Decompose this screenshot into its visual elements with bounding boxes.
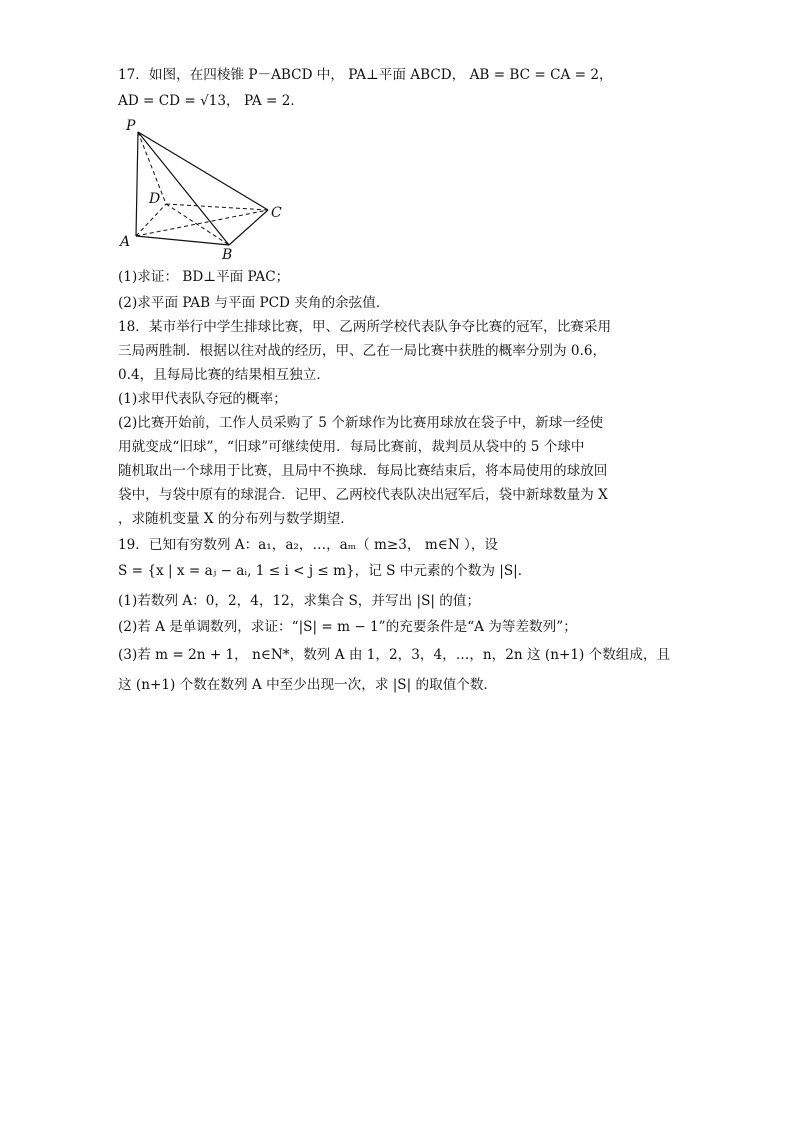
q18-part-2-line-5: ，求随机变量 X 的分布列与数学期望． [118, 511, 354, 527]
edge-AB [136, 236, 229, 245]
edge-PA [136, 132, 138, 236]
q18-line-3: 0.4，且每局比赛的结果相互独立． [118, 367, 330, 383]
label-P: P [126, 118, 136, 134]
q19-part-2: (2)若 A 是单调数列，求证：“|S| = m − 1”的充要条件是“A 为等差数列”； [118, 619, 577, 635]
q17-part-2: (2)求平面 PAB 与平面 PCD 夹角的余弦值． [118, 295, 390, 311]
edge-BC [229, 210, 268, 245]
edge-DB [166, 204, 229, 245]
q19-part-1: (1)若数列 A：0，2，4，12，求集合 S，并写出 |S| 的值； [118, 593, 481, 609]
label-B: B [222, 247, 233, 261]
q18-part-2-line-1: (2)比赛开始前，工作人员采购了 5 个新球作为比赛用球放在袋子中，新球一经使 [118, 415, 604, 431]
q18-part-2-line-2: 用就变成“旧球”，“旧球”可继续使用．每局比赛前，裁判员从袋中的 5 个球中 [118, 439, 585, 455]
edge-PB [138, 132, 229, 245]
q18-part-1: (1)求甲代表队夺冠的概率； [118, 391, 287, 407]
q17-line-1: 17．如图，在四棱锥 P－ABCD 中， PA⊥平面 ABCD， AB = BC = CA = 2， [118, 67, 613, 83]
pyramid-figure [116, 116, 296, 261]
label-A: A [120, 234, 131, 250]
label-C: C [271, 205, 282, 221]
q19-line-2: S = {x | x = aⱼ − aᵢ, 1 ≤ i < j ≤ m}，记 S 中元素的个数为 |S|． [118, 563, 532, 579]
edge-DC [166, 204, 268, 210]
q18-line-2: 三局两胜制．根据以往对战的经历，甲、乙在一局比赛中获胜的概率分别为 0.6， [118, 343, 607, 359]
q18-part-2-line-4: 袋中，与袋中原有的球混合．记甲、乙两校代表队决出冠军后，袋中新球数量为 X [118, 487, 608, 503]
q18-line-1: 18．某市举行中学生排球比赛，甲、乙两所学校代表队争夺比赛的冠军，比赛采用 [118, 319, 612, 335]
q19-part-3-line-1: (3)若 m = 2n + 1， n∈N*，数列 A 由 1，2，3，4，…，n，2n 这 (n+1) 个数组成，且 [118, 647, 671, 663]
q19-part-3-line-2: 这 (n+1) 个数在数列 A 中至少出现一次，求 |S| 的取值个数． [118, 677, 498, 693]
q17-part-1: (1)求证： BD⊥平面 PAC； [118, 269, 290, 285]
q19-line-1: 19．已知有穷数列 A：a₁，a₂，…，aₘ（ m≥3， m∈N ），设 [118, 537, 499, 553]
label-D: D [149, 191, 161, 207]
edge-AD [136, 204, 166, 236]
edge-AC [136, 210, 268, 236]
q17-line-2: AD = CD = √13， PA = 2． [118, 93, 304, 109]
q18-part-2-line-3: 随机取出一个球用于比赛，且局中不换球．每局比赛结束后，将本局使用的球放回 [118, 463, 608, 479]
